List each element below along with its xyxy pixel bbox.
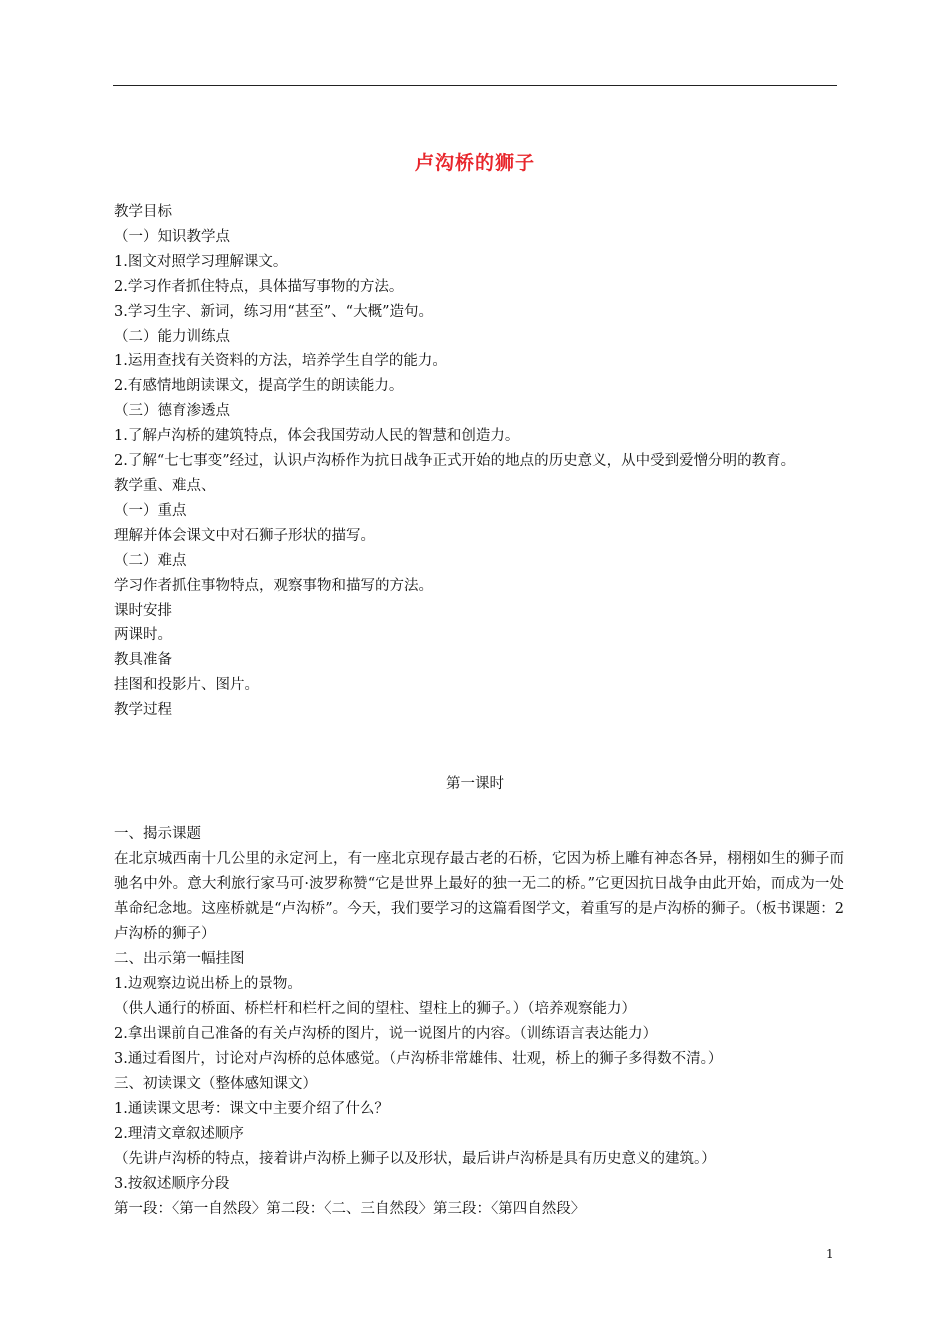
part3-item: 2.理清文章叙述顺序 <box>114 1126 244 1142</box>
focus-heading: （一）重点 <box>114 502 187 519</box>
part2-item: 2.拿出课前自己准备的有关卢沟桥的图片，说一说图片的内容。（训练语言表达能力） <box>114 1026 658 1042</box>
materials-heading: 教具准备 <box>114 652 172 669</box>
part3-item: 3.按叙述顺序分段 <box>114 1176 230 1192</box>
header-rule <box>113 85 837 86</box>
ability-item: 1.运用查找有关资料的方法，培养学生自学的能力。 <box>114 353 447 370</box>
moral-item: 1.了解卢沟桥的建筑特点，体会我国劳动人民的智慧和创造力。 <box>114 428 520 445</box>
ability-item: 2.有感情地朗读课文，提高学生的朗读能力。 <box>114 378 404 395</box>
focus-text: 理解并体会课文中对石狮子形状的描写。 <box>114 527 375 544</box>
lesson-plan-section <box>114 200 844 723</box>
part2-item: 3.通过看图片，讨论对卢沟桥的总体感觉。（卢沟桥非常雄伟、壮观，桥上的狮子多得数不清。） <box>114 1051 723 1067</box>
lesson1-heading: 第一课时 <box>446 776 504 792</box>
part2-item: （供人通行的桥面、桥栏杆和栏杆之间的望柱、望柱上的狮子。）（培养观察能力） <box>114 1001 636 1017</box>
schedule-text: 两课时。 <box>114 627 172 644</box>
materials-text: 挂图和投影片、图片。 <box>114 677 259 694</box>
part3-item: （先讲卢沟桥的特点，接着讲卢沟桥上狮子以及形状，最后讲卢沟桥是具有历史意义的建筑。） <box>114 1151 716 1167</box>
goals-heading: 教学目标 <box>114 204 172 220</box>
difficulty-heading: （二）难点 <box>114 552 187 569</box>
part3-item: 第一段：〈第一自然段〉第二段：〈二、三自然段〉第三段：〈第四自然段〉 <box>114 1201 586 1217</box>
lesson1-section <box>114 822 844 1222</box>
part2-item: 1.边观察边说出桥上的景物。 <box>114 976 302 992</box>
page-number: 1 <box>826 1247 834 1261</box>
knowledge-heading: （一）知识教学点 <box>114 228 230 245</box>
process-heading: 教学过程 <box>114 702 172 719</box>
part1-paragraph: 在北京城西南十几公里的永定河上，有一座北京现存最古老的石桥，它因为桥上雕有神态各异，栩栩如生的狮子而驰名中外。意大利旅行家马可·波罗称赞“它是世界上最好的独一无二的桥。”它更因抗日战争由此开始，而成为一处革命纪念地。这座桥就是“卢沟桥”。今天，我们要学习的这篇看图学文，着重写的是卢沟桥的狮子。（板书课题：2 卢沟桥的狮子） <box>114 851 844 942</box>
document-title: 卢沟桥的狮子 <box>414 152 535 174</box>
knowledge-item: 2.学习作者抓住特点，具体描写事物的方法。 <box>114 278 404 295</box>
schedule-heading: 课时安排 <box>114 602 172 619</box>
part2-heading: 二、出示第一幅挂图 <box>114 951 245 967</box>
key-points-heading: 教学重、难点、 <box>114 477 216 494</box>
moral-item: 2.了解“七七事变”经过，认识卢沟桥作为抗日战争正式开始的地点的历史意义，从中受到爱憎分明的教育。 <box>114 453 796 470</box>
knowledge-item: 1.图文对照学习理解课文。 <box>114 253 288 270</box>
ability-heading: （二）能力训练点 <box>114 328 230 345</box>
moral-heading: （三）德育渗透点 <box>114 403 230 420</box>
knowledge-item: 3.学习生字、新词，练习用“甚至”、“大概”造句。 <box>114 303 433 320</box>
part1-heading: 一、揭示课题 <box>114 826 201 842</box>
difficulty-text: 学习作者抓住事物特点，观察事物和描写的方法。 <box>114 577 433 594</box>
part3-item: 1.通读课文思考：课文中主要介绍了什么？ <box>114 1101 389 1117</box>
part3-heading: 三、初读课文（整体感知课文） <box>114 1076 317 1092</box>
